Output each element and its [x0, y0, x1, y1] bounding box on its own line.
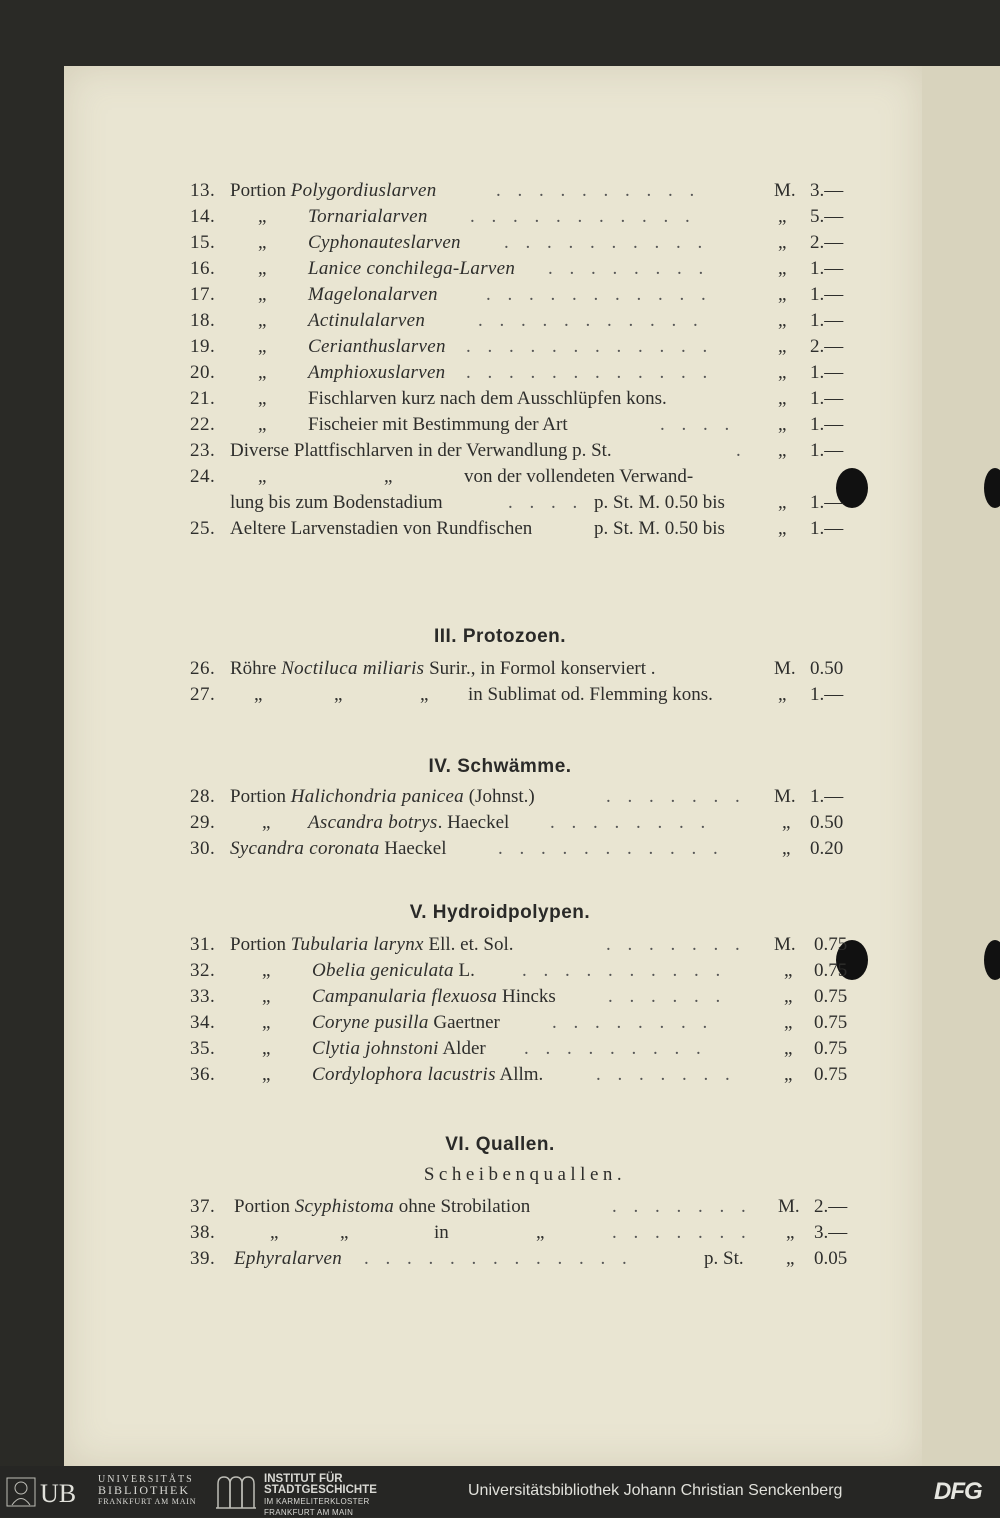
institute-building-icon: [214, 1474, 256, 1510]
list-item: 39. Ephyralarven . . . . . . . . . . . . . p. St. „ 0.05: [190, 1248, 848, 1269]
svg-text:UB: UB: [40, 1479, 77, 1508]
list-item: 24. „ „ von der vollendeten Verwand-: [190, 466, 694, 487]
subheading-scheibenquallen: Scheibenquallen.: [423, 1164, 627, 1185]
section-heading-protozoen: III. Protozoen.: [433, 626, 567, 647]
list-item: 28. Portion Halichondria panicea (Johnst.) . . . . . . . M. 1.—: [190, 786, 844, 807]
list-item: 35. „ Clytia johnstoni Alder . . . . . . . . . „ 0.75: [190, 1038, 848, 1059]
institute-wordmark: INSTITUT FÜR STADTGESCHICHTE IM KARMELITERKLOSTER FRANKFURT AM MAIN: [264, 1473, 377, 1517]
list-item: 22. „ Fischeier mit Bestimmung der Art . . . . „ 1.—: [190, 414, 844, 435]
list-item: 38. „ „ in „ . . . . . . . „ 3.—: [190, 1222, 848, 1243]
section-heading-hydroidpolypen: V. Hydroidpolypen.: [409, 902, 591, 923]
list-item: 21. „ Fischlarven kurz nach dem Ausschlüpfen kons. „ 1.—: [190, 388, 844, 409]
ub-logo-icon: [6, 1476, 96, 1508]
list-item: 31. Portion Tubularia larynx Ell. et. Sol. . . . . . . . M. 0.75: [190, 934, 848, 955]
list-item: 37. Portion Scyphistoma ohne Strobilation . . . . . . . M. 2.—: [190, 1196, 848, 1217]
list-item: 18. „ Actinulalarven . . . . . . . . . . . „ 1.—: [190, 310, 844, 331]
list-item: 13. Portion Polygordiuslarven . . . . . . . . . . M. 3.—: [190, 180, 844, 201]
section-heading-quallen: VI. Quallen.: [445, 1134, 555, 1155]
ub-wordmark: UNIVERSITÄTS BIBLIOTHEK FRANKFURT AM MAIN: [98, 1474, 197, 1506]
list-item: 30. Sycandra coronata Haeckel . . . . . . . . . . . „ 0.20: [190, 838, 844, 859]
list-item: 34. „ Coryne pusilla Gaertner . . . . . . . . „ 0.75: [190, 1012, 848, 1033]
list-item: 27. „ „ „ in Sublimat od. Flemming kons. „ 1.—: [190, 684, 844, 705]
section-heading-schwaemme: IV. Schwämme.: [428, 756, 572, 777]
list-item: 17. „ Magelonalarven . . . . . . . . . . . „ 1.—: [190, 284, 844, 305]
list-item: 20. „ Amphioxuslarven . . . . . . . . . . . . „ 1.—: [190, 362, 844, 383]
list-item: 29. „ Ascandra botrys. Haeckel . . . . . . . . „ 0.50: [190, 812, 844, 833]
list-item: 19. „ Cerianthuslarven . . . . . . . . . . . . „ 2.—: [190, 336, 844, 357]
library-name: Universitätsbibliothek Johann Christian Senckenberg: [468, 1482, 843, 1499]
list-item: 33. „ Campanularia flexuosa Hincks . . . . . . „ 0.75: [190, 986, 848, 1007]
list-item: 23. Diverse Plattfischlarven in der Verwandlung p. St. . „ 1.—: [190, 440, 844, 461]
list-item: 36. „ Cordylophora lacustris Allm. . . . . . . . „ 0.75: [190, 1064, 848, 1085]
list-item: 25. Aeltere Larvenstadien von Rundfischen p. St. M. 0.50 bis „ 1.—: [190, 518, 844, 539]
list-item-continuation: lung bis zum Bodenstadium . . . . p. St. M. 0.50 bis „ 1.—: [230, 492, 844, 513]
list-item: 14. „ Tornarialarven . . . . . . . . . . . „ 5.—: [190, 206, 844, 227]
footer-bar: [0, 1466, 1000, 1517]
list-item: 15. „ Cyphonauteslarven . . . . . . . . . . „ 2.—: [190, 232, 844, 253]
list-item: 16. „ Lanice conchilega-Larven . . . . . . . . „ 1.—: [190, 258, 844, 279]
list-item: 32. „ Obelia geniculata L. . . . . . . . . . . „ 0.75: [190, 960, 848, 981]
dfg-logo: DFG: [934, 1478, 982, 1505]
list-item: 26. Röhre Noctiluca miliaris Surir., in Formol konserviert . M. 0.50: [190, 658, 844, 679]
